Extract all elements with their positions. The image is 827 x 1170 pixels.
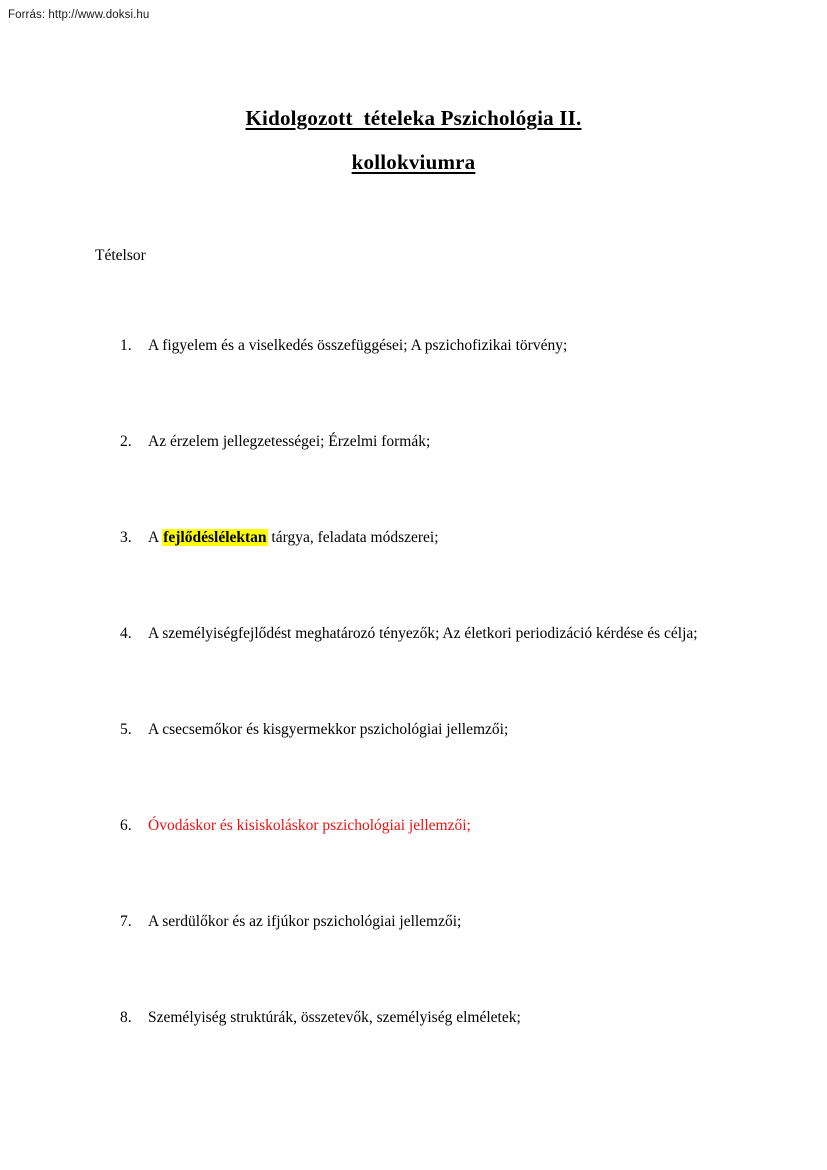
list-item-text: A serdülőkor és az ifjúkor pszichológiai jellemzői; bbox=[148, 913, 462, 930]
list-item-text bbox=[148, 527, 735, 548]
list-item-text-prefix: A bbox=[148, 529, 163, 546]
list-item bbox=[95, 335, 735, 431]
list-item bbox=[95, 719, 735, 815]
page-title-line-2-text: kollokviumra bbox=[351, 150, 476, 174]
list-item-text-suffix: tárgya, feladata módszerei; bbox=[267, 529, 439, 546]
page-title-line-1 bbox=[0, 96, 827, 140]
list-item-marker: 7. bbox=[120, 913, 132, 930]
list-item-marker: 6. bbox=[120, 817, 132, 834]
list-item-marker: 3. bbox=[120, 529, 132, 546]
list-item-marker: 4. bbox=[120, 625, 132, 642]
list-item-marker: 2. bbox=[120, 433, 132, 450]
list-item-text: A figyelem és a viselkedés összefüggései; A pszichofizikai törvény; bbox=[148, 337, 568, 354]
list-item-marker: 8. bbox=[120, 1009, 132, 1026]
highlighted-term: fejlődéslélektan bbox=[163, 529, 267, 546]
list-item bbox=[95, 431, 735, 527]
list-item-text: A csecsemőkor és kisgyermekkor pszichológiai jellemzői; bbox=[148, 721, 509, 738]
list-item-text: Az érzelem jellegzetességei; Érzelmi formák; bbox=[148, 433, 431, 450]
list-item bbox=[95, 1007, 735, 1031]
list-item-text: Személyiség struktúrák, összetevők, személyiség elméletek; bbox=[148, 1009, 521, 1026]
source-url-header: Forrás: http://www.doksi.hu bbox=[8, 9, 150, 21]
list-item bbox=[95, 911, 735, 1007]
list-item bbox=[95, 815, 735, 911]
document-title-block bbox=[0, 96, 827, 184]
list-item-marker: 5. bbox=[120, 721, 132, 738]
list-item-marker: 1. bbox=[120, 337, 132, 354]
section-heading-tetelsor: Tételsor bbox=[95, 247, 146, 264]
page-title-line-1-text: Kidolgozott tételeka Pszichológia II. bbox=[245, 106, 582, 130]
list-item-text: Óvodáskor és kisiskoláskor pszichológiai jellemzői; bbox=[148, 817, 471, 834]
list-item bbox=[95, 527, 735, 623]
page-title-line-2 bbox=[0, 140, 827, 184]
tetel-list bbox=[95, 335, 735, 1031]
list-item-text: A személyiségfejlődést meghatározó tényezők; Az életkori periodizáció kérdése és célja; bbox=[148, 625, 698, 642]
list-item bbox=[95, 623, 735, 719]
